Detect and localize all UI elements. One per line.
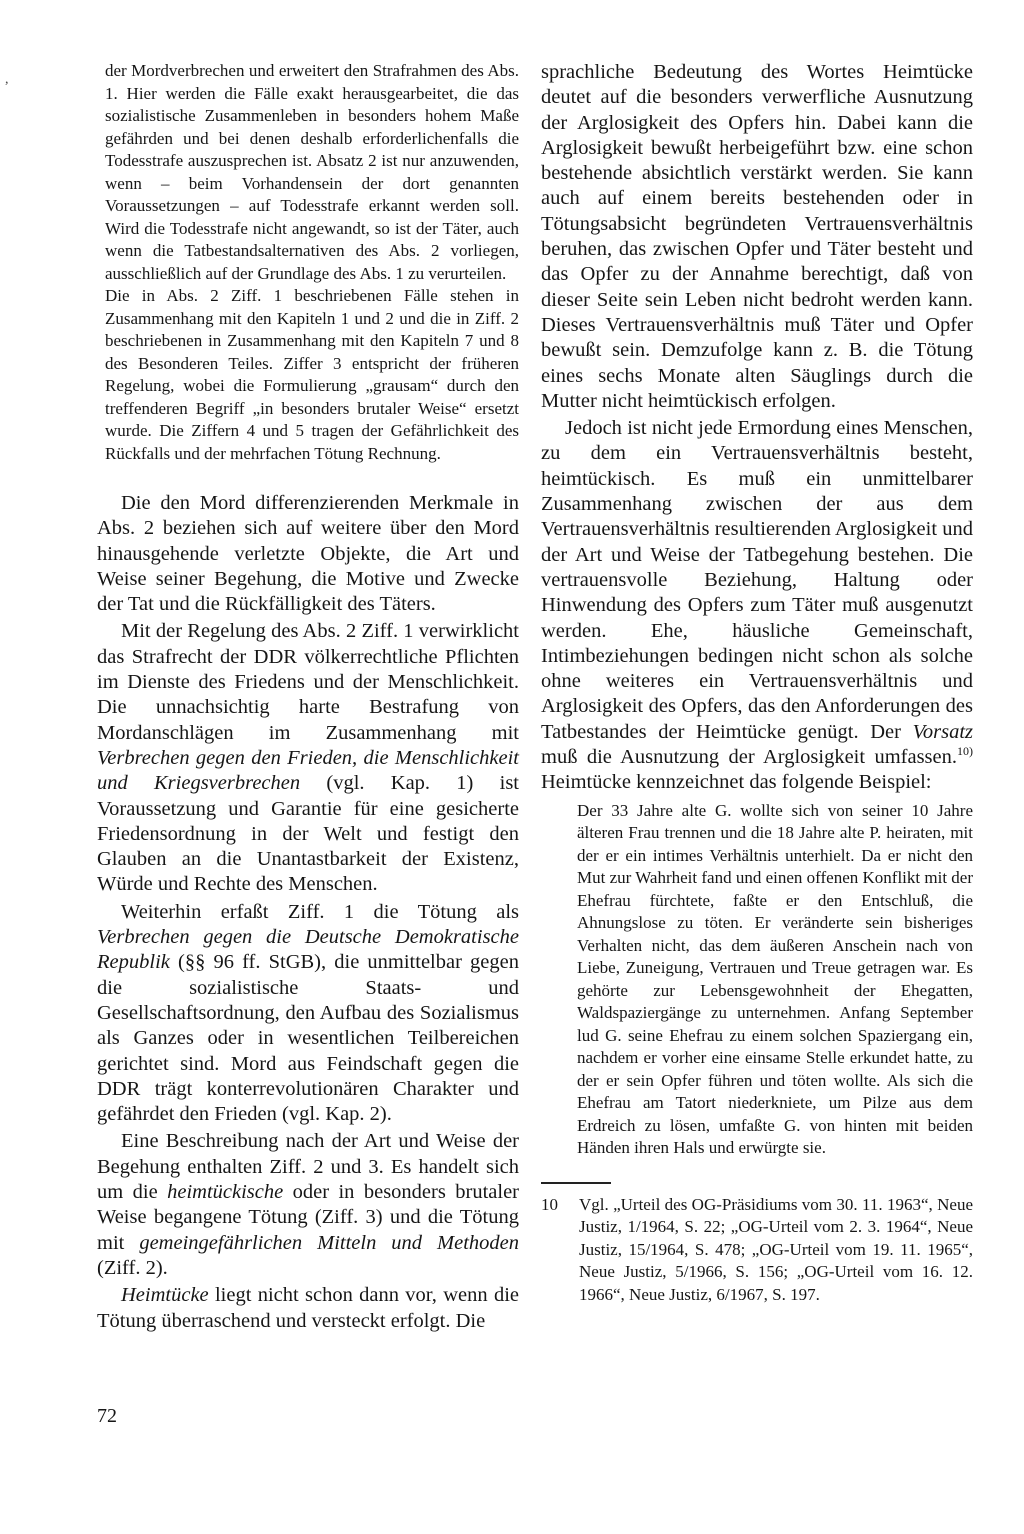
margin-mark: , bbox=[5, 72, 9, 87]
paragraph-bedeutung: sprachliche Bedeutung des Wortes Heimtücke deutet auf die besonders verwerfliche Ausnutzung der Arglosigkeit des Opfers hin. Dabei kann die Arglosigkeit bewußt herbeigeführt bzw. eine schon bestehende absichtlich verstärkt werden. Sie kann auch auf einem bereits bestehenden oder in Tötungsabsicht begründeten Vertrauensverhältnis beruhen, das zwischen Opfer und Täter besteht und das Opfer zu der Annahme berechtigt, daß von dieser Seite sein Leben nicht bedroht werden kann. Dieses Vertrauensverhältnis muß Täter und Opfer bewußt sein. Demzufolge kann z. B. die Tötung eines sechs Monate alten Säuglings durch die Mutter nicht heimtückisch erfolgen. bbox=[541, 61, 973, 412]
right-column bbox=[541, 60, 973, 1306]
main-text-left bbox=[97, 491, 519, 1334]
main-text-right bbox=[541, 60, 973, 796]
case-example: Der 33 Jahre alte G. wollte sich von seiner 10 Jahre älteren Frau trennen und die 18 Jahre alte P. heiraten, mit der er ein intimes Verhältnis unterhielt. Da er nicht den Mut zur Wahrheit fand und einen offenen Konflikt mit der Ehefrau fürchtete, faßte er den Entschluß, die Ahnungslose zu töten. Er veränderte sein bisheriges Verhalten nicht, das dem äußeren Anschein nach von Liebe, Zuneigung, Vertrauen und Treue getragen war. Es gehörte zur Lebensgewohnheit der Ehegatten, Waldspaziergänge zu unternehmen. Anfang September lud G. seine Ehefrau zu einem solchen Spaziergang ein, nachdem er vorher eine einsame Stelle erkundet hatte, zu der er sein Opfer führen und töten wollte. Als sich die Ehefrau am Tatort niederkniete, um Pilze aus dem Erdreich zu lösen, umfaßte G. von hinten mit beiden Händen ihren Hals und erwürgte sie. bbox=[577, 800, 973, 1158]
paragraph-heimtuecke: Heimtücke liegt nicht schon dann vor, wenn die Tötung überraschend und versteckt erfolgt. Die bbox=[97, 1284, 519, 1332]
footnote-10 bbox=[541, 1194, 973, 1307]
footnote-divider bbox=[541, 1182, 611, 1184]
paragraph-merkmale: Die den Mord differenzierenden Merkmale in Abs. 2 beziehen sich auf weitere über den Mord hinausgehende verletzte Objekte, die Art und Weise seiner Begehung, die Motive und Zwecke der Tat und die Rückfälligkeit des Täters. bbox=[97, 492, 519, 616]
emphasis: Heimtücke bbox=[121, 1284, 209, 1307]
paragraph-verbrechen-ddr: Weiterhin erfaßt Ziff. 1 die Tötung als Verbrechen gegen die Deutsche Demokratische Republik (§§ 96 ff. StGB), die unmittelbar gegen die sozialistische Staats- und Gesellschaftsordnung, den Aufbau des Sozialismus als Ganzes oder in wesentlichen Teilbereichen gerichtet sind. Mord aus Feindschaft gegen die DDR trägt konterrevolutionären Charakter und gefährdet den Frieden (vgl. Kap. 2). bbox=[97, 900, 519, 1126]
left-column bbox=[97, 60, 519, 1334]
paragraph-begehung: Eine Beschreibung nach der Art und Weise der Begehung enthalten Ziff. 2 und 3. Es handelt sich um die heimtückische oder in besonders brutaler Weise begangene Tötung (Ziff. 3) und die Tötung mit gemeingefährlichen Mitteln und Methoden (Ziff. 2). bbox=[97, 1130, 519, 1279]
commentary-note bbox=[97, 60, 519, 465]
paragraph-voelkerrecht: Mit der Regelung des Abs. 2 Ziff. 1 verwirklicht das Strafrecht der DDR völkerrechtliche Pflichten im Dienste des Friedens und der Menschlichkeit. Die unnachsichtig harte Bestrafung von Mordanschlägen im Zusammenhang mit Verbrechen gegen den Frieden, die Menschlichkeit und Kriegsverbrechen (vgl. Kap. 1) ist Voraussetzung und Garantie für eine gesicherte Friedensordnung in der Welt und festigt den Glauben an die Unantastbarkeit der Existenz, Würde und Rechte des Menschen. bbox=[97, 620, 519, 896]
page-number: 72 bbox=[97, 1405, 117, 1427]
emphasis: Verbrechen gegen den Frieden, die Menschlichkeit und Kriegsverbrechen bbox=[97, 746, 519, 795]
emphasis: Verbrechen gegen die Deutsche Demokratische Republik bbox=[97, 926, 519, 974]
emphasis: heimtückische bbox=[167, 1181, 284, 1204]
note-paragraph-2: Die in Abs. 2 Ziff. 1 beschriebenen Fälle stehen in Zusammenhang mit den Kapiteln 1 und 2 und die in Ziff. 2 beschriebenen in Zusammenhang mit den Kapiteln 7 und 8 des Besonderen Teiles. Ziffer 3 entspricht der früheren Regelung, wobei die Formulierung „grausam“ durch den treffenderen Begriff „in besonders brutaler Weise“ ersetzt wurde. Die Ziffern 4 und 5 tragen der Gefährlichkeit des Rückfalls und der mehrfachen Tötung Rechnung. bbox=[105, 286, 519, 463]
footnote-number: 10 bbox=[541, 1194, 558, 1214]
footnote-text: Vgl. „Urteil des OG-Präsidiums vom 30. 11. 1963“, Neue Justiz, 1/1964, S. 22; „OG-Urteil vom 2. 3. 1964“, Neue Justiz, 15/1964, S. 478; „OG-Urteil vom 19. 11. 1965“, Neue Justiz, 5/1966, S. 156; „OG-Urteil vom 16. 12. 1966“, Neue Justiz, 6/1967, S. 197. bbox=[579, 1194, 973, 1304]
footnote-reference: 10) bbox=[957, 744, 973, 759]
emphasis: gemeingefährlichen Mitteln und Methoden bbox=[139, 1231, 519, 1254]
paragraph-ermordung: Jedoch ist nicht jede Ermordung eines Menschen, zu dem ein Vertrauensverhältnis besteht, heimtückisch. Es muß ein unmittelbarer Zusammenhang zwischen der aus dem Vertrauensverhältnis resultierenden Arglosigkeit und der Art und Weise der Tatbegehung bestehen. Die vertrauensvolle Beziehung, Haltung oder Hinwendung des Opfers zum Täter muß ausgenutzt werden. Ehe, häusliche Gemeinschaft, Intimbeziehungen bedingen nicht schon als solche ohne weiteres ein Vertrauensverhältnis und Arglosigkeit des Opfers, das den Anforderungen des Tatbestandes der Heimtücke genügt. Der Vorsatz muß die Ausnutzung der Arglosigkeit umfassen.$^{10)}$ Heimtücke kennzeichnet das folgende Beispiel: bbox=[541, 417, 973, 794]
emphasis: Vorsatz bbox=[912, 720, 973, 743]
note-paragraph-1: der Mordverbrechen und erweitert den Strafrahmen des Abs. 1. Hier werden die Fälle exakt herausgearbeitet, die das sozialistische Zusammenleben in besonders hohem Maße gefährden und bei denen deshalb erforderlichenfalls die Todesstrafe auszusprechen ist. Absatz 2 ist nur anzuwenden, wenn – beim Vorhandensein der dort genannten Voraussetzungen – auf Todesstrafe erkannt werden soll. Wird die Todesstrafe nicht angewandt, so ist der Täter, auch wenn die Tatbestandsalternativen des Abs. 2 vorliegen, ausschließlich auf der Grundlage des Abs. 1 zu verurteilen. bbox=[105, 61, 519, 283]
